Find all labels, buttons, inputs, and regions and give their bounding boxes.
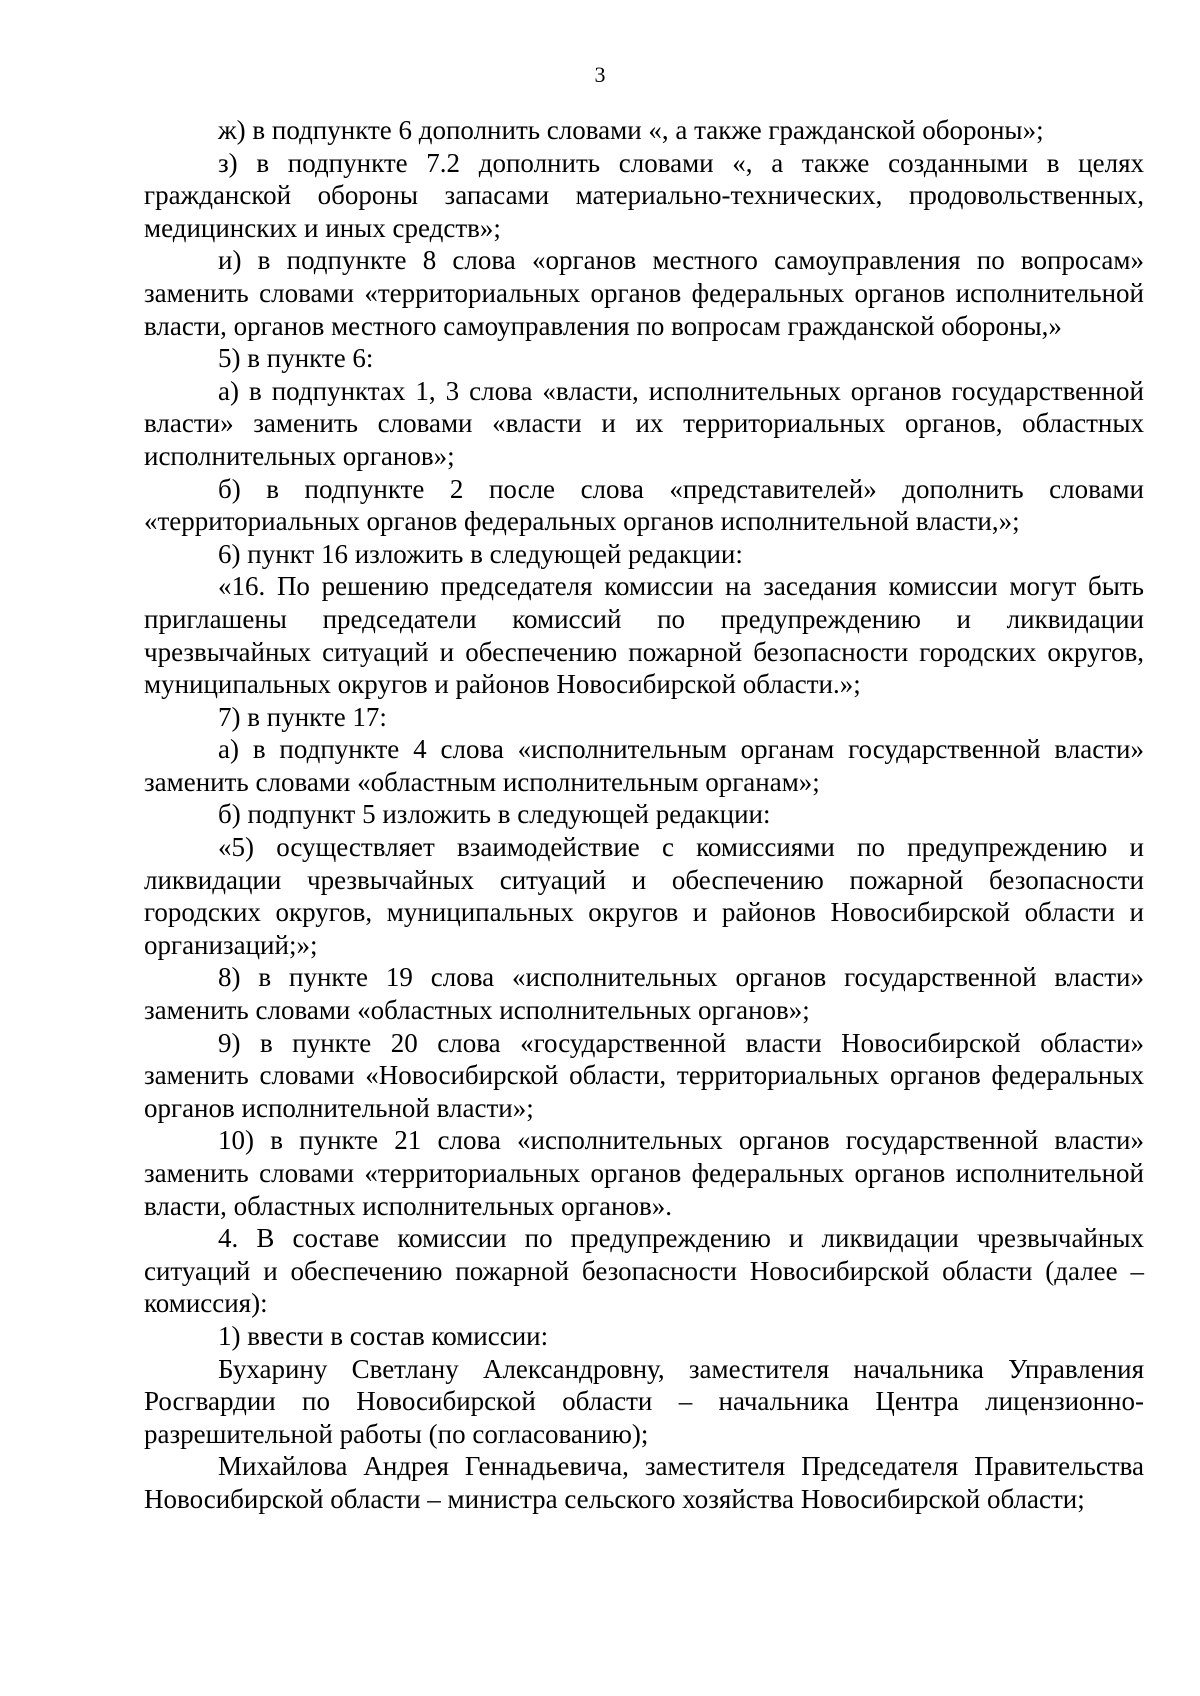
paragraph-a-subitem-4: а) в подпункте 4 слова «исполнительным органам государственной власти» заменить словами «областным исполнительным органам»;: [144, 734, 1144, 797]
paragraph-member-bukharina: Бухарину Светлану Александровну, заместителя начальника Управления Росгвардии по Новосибирской области – начальника Центра лицензионно-разрешительной работы (по согласованию);: [144, 1353, 1144, 1449]
paragraph-subitem-5-text: «5) осуществляет взаимодействие с комиссиями по предупреждению и ликвидации чрезвычайных ситуаций и обеспечению пожарной безопасности городских округов, муниципальных округов и районов Новосибирской области и организаций;»;: [144, 832, 1144, 960]
paragraph-item-10: 10) в пункте 21 слова «исполнительных органов государственной власти» заменить словами «территориальных органов федеральных органов исполнительной власти, областных исполнительных органов».: [144, 1125, 1144, 1221]
paragraph-b-subitem-2: б) в подпункте 2 после слова «представителей» дополнить словами «территориальных органов федеральных органов исполнительной власти,»;: [144, 473, 1144, 537]
paragraph-a-subitems-1-3: а) в подпунктах 1, 3 слова «власти, исполнительных органов государственной власти» заменить словами «власти и их территориальных органов, областных исполнительных органов»;: [144, 375, 1144, 471]
paragraph-zh-subitem-6: ж) в подпункте 6 дополнить словами «, а также гражданской обороны»;: [218, 115, 1044, 145]
paragraph-b-subitem-5: б) подпункт 5 изложить в следующей редакции:: [218, 799, 771, 830]
paragraph-item-6: 6) пункт 16 изложить в следующей редакции:: [218, 538, 743, 569]
paragraph-point-16-text: «16. По решению председателя комиссии на заседания комиссии могут быть приглашены председатели комиссий по предупреждению и ликвидации чрезвычайных ситуаций и обеспечению пожарной безопасности городских округов, муниципальных округов и районов Новосибирской области.»;: [144, 571, 1144, 700]
paragraph-item-5: 5) в пункте 6:: [218, 343, 374, 374]
document-body: [144, 114, 1144, 1516]
page-number: 3: [594, 62, 606, 87]
paragraph-i-subitem-8: и) в подпункте 8 слова «органов местного самоуправления по вопросам» заменить словами «территориальных органов федеральных органов исполнительной власти, органов местного самоуправления по вопросам гражданской обороны,»: [144, 245, 1144, 341]
paragraph-member-mikhailov: Михайлова Андрея Геннадьевича, заместителя Председателя Правительства Новосибирской области – министра сельского хозяйства Новосибирской области;: [144, 1451, 1144, 1514]
paragraph-z-subitem-7-2: з) в подпункте 7.2 дополнить словами «, а также созданными в целях гражданской обороны запасами материально-технических, продовольственных, медицинских и иных средств»;: [144, 147, 1144, 243]
paragraph-item-7: 7) в пункте 17:: [218, 701, 387, 732]
paragraph-item-9: 9) в пункте 20 слова «государственной власти Новосибирской области» заменить словами «Новосибирской области, территориальных органов федеральных органов исполнительной власти»;: [144, 1027, 1144, 1123]
paragraph-item-8: 8) в пункте 19 слова «исполнительных органов государственной власти» заменить словами «областных исполнительных органов»;: [144, 962, 1144, 1026]
paragraph-section-4: 4. В составе комиссии по предупреждению и ликвидации чрезвычайных ситуаций и обеспечению пожарной безопасности Новосибирской области (далее – комиссия):: [144, 1223, 1144, 1319]
paragraph-add-members: 1) ввести в состав комиссии:: [218, 1320, 549, 1351]
